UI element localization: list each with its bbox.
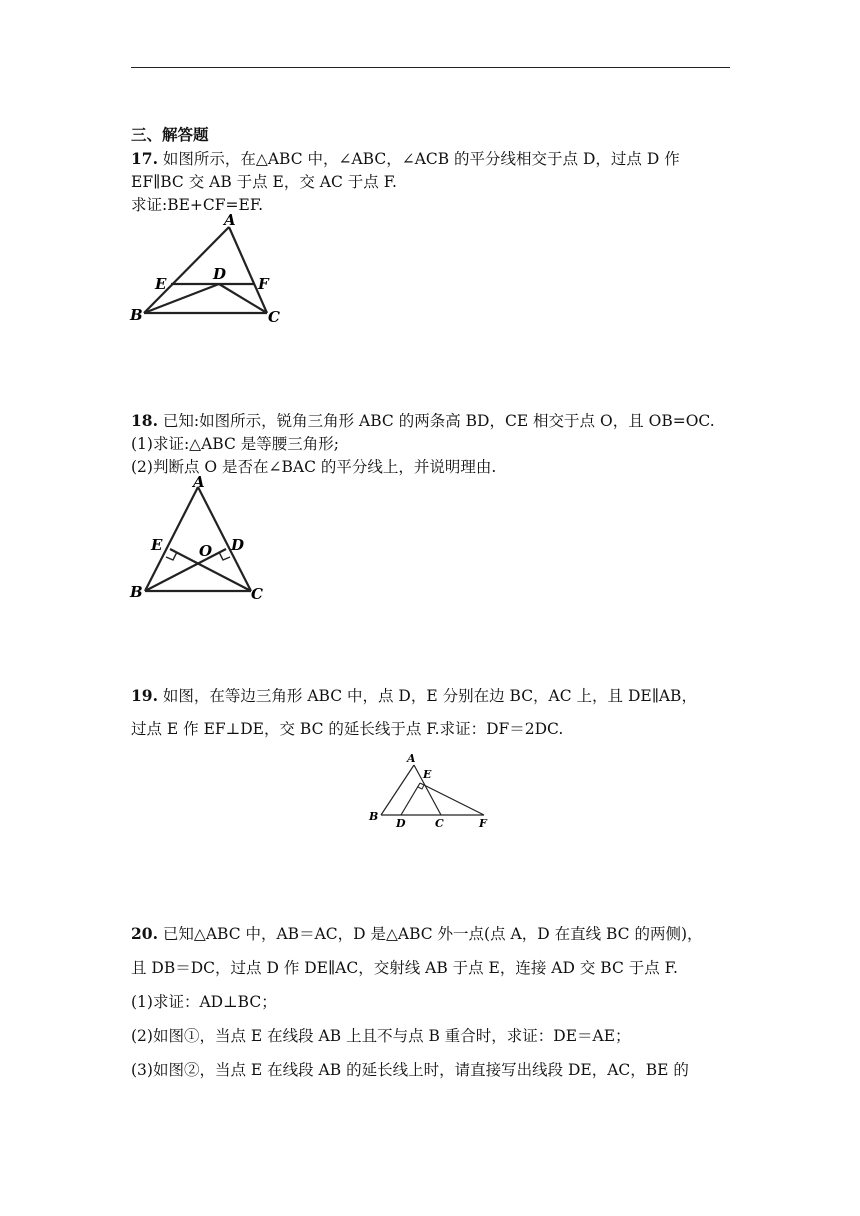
q17-label-b: B [130,306,143,324]
q20-text-line3: (1)求证：AD⊥BC； [131,993,277,1011]
q19-label-e: E [423,768,432,781]
q19-label-d: D [396,817,406,830]
section-title: 三、解答题 [131,125,209,144]
q17-label-d: D [213,265,227,283]
q18-text-line3: (2)判断点 O 是否在∠BAC 的平分线上，并说明理由. [131,458,497,476]
q19-text-line1: 如图，在等边三角形 ABC 中，点 D，E 分别在边 BC，AC 上，且 DE∥AB， [162,687,697,705]
q19-text-line2: 过点 E 作 EF⊥DE，交 BC 的延长线于点 F.求证：DF＝2DC. [131,720,564,738]
q19-label-c: C [435,817,444,830]
q18-label-a: A [193,473,205,491]
q18-label-d: D [231,536,245,554]
q19-label-a: A [407,752,416,765]
q19-segment-de [401,783,420,815]
q20-text-line5: (3)如图②，当点 E 在线段 AB 的延长线上时，请直接写出线段 DE，AC，BE 的 [131,1061,689,1079]
q18-text-line2: (1)求证:△ABC 是等腰三角形; [131,435,339,453]
q18-label-e: E [151,536,163,554]
q18-text-line1: 已知:如图所示，锐角三角形 ABC 的两条高 BD，CE 相交于点 O，且 OB=OC. [162,412,715,430]
q19-side-ab [381,765,414,815]
q17-label-a: A [224,211,236,229]
q17-number: 17. [131,149,158,168]
q19-label-b: B [369,810,379,823]
q17-text-line2: EF∥BC 交 AB 于点 E，交 AC 于点 F. [131,173,397,191]
q20-text-line2: 且 DB＝DC，过点 D 作 DE∥AC，交射线 AB 于点 E，连接 AD 交 BC 于点 F. [131,959,678,977]
q17-text-line3: 求证:BE+CF=EF. [131,196,264,214]
q18-label-c: C [251,585,263,603]
q17-label-f: F [258,275,269,293]
q18-label-o: O [199,542,213,560]
q17-label-c: C [268,308,280,326]
q17-label-e: E [155,275,167,293]
q18-number: 18. [131,411,158,430]
q20-text-line1: 已知△ABC 中，AB＝AC，D 是△ABC 外一点(点 A，D 在直线 BC 的两侧)， [162,925,703,943]
q19-number: 19. [131,686,158,705]
q17-text-line1: 如图所示，在△ABC 中，∠ABC，∠ACB 的平分线相交于点 D，过点 D 作 [162,150,680,168]
q20-line1 [131,925,703,944]
q18-label-b: B [130,583,143,601]
q19-segment-ef [420,783,484,815]
q19-label-f: F [479,817,487,830]
q20-text-line4: (2)如图①，当点 E 在线段 AB 上且不与点 B 重合时，求证：DE＝AE； [131,1027,631,1045]
q20-number: 20. [131,924,158,943]
